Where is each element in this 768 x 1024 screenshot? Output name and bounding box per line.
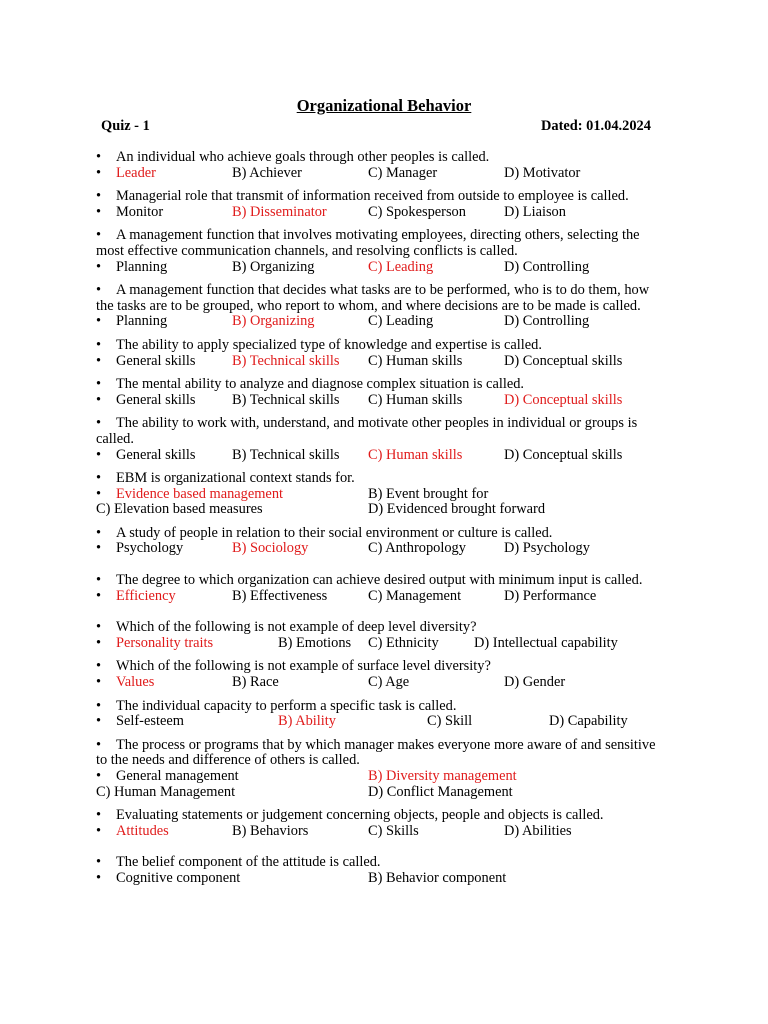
date-label: Dated: 01.04.2024	[541, 118, 651, 134]
answer-option: B) Technical skills	[232, 391, 340, 408]
question-item	[96, 150, 668, 181]
question-text: • The ability to work with, understand, and motivate other peoples in individual or groups is called.	[96, 415, 638, 447]
question-item	[96, 620, 668, 651]
options-row	[96, 314, 668, 330]
answer-option: D) Psychology	[504, 540, 590, 557]
answer-option: D) Capability	[549, 713, 628, 730]
answer-option: B) Event brought for	[368, 485, 489, 502]
correct-answer-option: B) Ability	[278, 713, 336, 730]
bullet-icon: •	[96, 282, 102, 299]
options-row	[96, 260, 668, 276]
bullet-icon: •	[96, 587, 102, 604]
answer-option: Planning	[116, 258, 168, 275]
answer-option: Planning	[116, 313, 168, 330]
options-row	[96, 785, 668, 801]
answer-option: B) Behaviors	[232, 822, 309, 839]
bullet-icon: •	[96, 164, 102, 181]
options-row	[96, 487, 668, 503]
answer-option: D) Gender	[504, 674, 566, 691]
answer-option: D) Conceptual skills	[504, 352, 623, 369]
question-item	[96, 338, 668, 369]
question-text: • The ability to apply specialized type of knowledge and expertise is called.	[96, 336, 542, 353]
bullet-icon: •	[96, 149, 102, 165]
bullet-icon: •	[96, 713, 102, 730]
quiz-label: Quiz - 1	[101, 118, 150, 134]
answer-option: C) Manager	[368, 164, 438, 181]
question-list	[96, 150, 668, 895]
answer-option: General skills	[116, 446, 196, 463]
correct-answer-option: B) Disseminator	[232, 203, 327, 220]
answer-option: General management	[116, 768, 239, 784]
options-row	[96, 589, 668, 605]
correct-answer-option: Efficiency	[116, 587, 176, 604]
answer-option: Psychology	[116, 540, 184, 557]
answer-option: D) Intellectual capability	[474, 634, 618, 651]
answer-option: C) Leading	[368, 313, 434, 330]
bullet-icon: •	[96, 869, 102, 886]
options-row	[96, 636, 668, 652]
answer-option: Self-esteem	[116, 713, 184, 730]
question-text: • EBM is organizational context stands for.	[96, 470, 355, 487]
options-row	[96, 448, 668, 464]
answer-option: C) Elevation based measures	[96, 501, 263, 518]
bullet-icon: •	[96, 446, 102, 463]
answer-option: General skills	[116, 391, 196, 408]
answer-option: C) Anthropology	[368, 540, 466, 557]
answer-option: General skills	[116, 352, 196, 369]
correct-answer-option: C) Leading	[368, 258, 434, 275]
question-text: • The mental ability to analyze and diagnose complex situation is called.	[96, 376, 525, 393]
answer-option: C) Ethnicity	[368, 634, 439, 651]
bullet-icon: •	[96, 336, 102, 353]
answer-option: D) Conflict Management	[368, 783, 513, 800]
answer-option: D) Evidenced brought forward	[368, 501, 546, 518]
options-row	[96, 354, 668, 370]
options-row	[96, 205, 668, 221]
bullet-icon: •	[96, 376, 102, 393]
correct-answer-option: B) Technical skills	[232, 352, 340, 369]
answer-option: C) Human Management	[96, 783, 236, 800]
bullet-icon: •	[96, 854, 102, 871]
answer-option: D) Controlling	[504, 313, 590, 330]
bullet-icon: •	[96, 634, 102, 651]
bullet-icon: •	[96, 697, 102, 714]
answer-option: C) Human skills	[368, 352, 463, 369]
answer-option: B) Race	[232, 674, 279, 691]
correct-answer-option: Attitudes	[116, 822, 169, 839]
question-text: • Managerial role that transmit of information received from outside to employee is called.	[96, 188, 629, 205]
bullet-icon: •	[96, 313, 102, 330]
bullet-icon: •	[96, 227, 102, 244]
correct-answer-option: B) Diversity management	[368, 768, 517, 784]
answer-option: D) Conceptual skills	[504, 446, 623, 463]
options-row	[96, 541, 668, 557]
answer-option: B) Organizing	[232, 258, 315, 275]
bullet-icon: •	[96, 822, 102, 839]
bullet-icon: •	[96, 258, 102, 275]
answer-option: D) Motivator	[504, 164, 581, 181]
options-row	[96, 393, 668, 409]
question-item	[96, 573, 668, 604]
question-item	[96, 699, 668, 730]
question-item	[96, 659, 668, 690]
question-item	[96, 808, 668, 839]
options-row	[96, 871, 668, 887]
answer-option: D) Liaison	[504, 203, 566, 220]
question-text: • An individual who achieve goals through other peoples is called.	[96, 149, 490, 165]
options-row	[96, 675, 668, 691]
question-text: • A management function that involves motivating employees, directing others, selecting the most effective communication channels, and resolving conflicts is called.	[96, 227, 640, 259]
bullet-icon: •	[96, 203, 102, 220]
question-text: • A management function that decides what tasks are to be performed, who is to do them, how the tasks are to be grouped, who report to whom, and where decisions are to be made is called.	[96, 282, 650, 314]
correct-answer-option: C) Human skills	[368, 446, 463, 463]
question-item	[96, 471, 668, 518]
answer-option: B) Emotions	[278, 634, 352, 651]
bullet-icon: •	[96, 572, 102, 589]
question-item	[96, 738, 668, 800]
answer-option: B) Behavior component	[368, 869, 507, 886]
answer-option: B) Effectiveness	[232, 587, 328, 604]
question-text: • Which of the following is not example of deep level diversity?	[96, 619, 477, 636]
answer-option: C) Human skills	[368, 391, 463, 408]
correct-answer-option: Leader	[116, 164, 156, 181]
correct-answer-option: Values	[116, 674, 155, 691]
question-text: • A study of people in relation to their social environment or culture is called.	[96, 524, 553, 541]
bullet-icon: •	[96, 736, 102, 753]
question-text: • Which of the following is not example of surface level diversity?	[96, 658, 491, 675]
options-row	[96, 714, 668, 730]
answer-option: D) Performance	[504, 587, 597, 604]
correct-answer-option: B) Sociology	[232, 540, 309, 557]
correct-answer-option: Personality traits	[116, 634, 214, 651]
question-text: • Evaluating statements or judgement concerning objects, people and objects is called.	[96, 807, 604, 824]
bullet-icon: •	[96, 524, 102, 541]
question-item	[96, 189, 668, 220]
question-item	[96, 416, 668, 463]
page-title: Organizational Behavior	[296, 96, 472, 115]
answer-option: C) Management	[368, 587, 462, 604]
answer-option: D) Controlling	[504, 258, 590, 275]
options-row	[96, 824, 668, 840]
options-row	[96, 502, 668, 518]
answer-option: B) Achiever	[232, 164, 302, 181]
bullet-icon: •	[96, 352, 102, 369]
question-text: • The individual capacity to perform a specific task is called.	[96, 697, 457, 714]
bullet-icon: •	[96, 188, 102, 205]
question-text: • The belief component of the attitude is called.	[96, 854, 381, 871]
correct-answer-option: Evidence based management	[116, 485, 284, 502]
options-row	[96, 769, 668, 785]
bullet-icon: •	[96, 470, 102, 487]
answer-option: B) Technical skills	[232, 446, 340, 463]
answer-option: C) Age	[368, 674, 410, 691]
bullet-icon: •	[96, 391, 102, 408]
answer-option: C) Spokesperson	[368, 203, 466, 220]
bullet-icon: •	[96, 674, 102, 691]
answer-option: D) Abilities	[504, 822, 572, 839]
answer-option: Cognitive component	[116, 869, 241, 886]
options-row	[96, 166, 668, 182]
question-item	[96, 228, 668, 275]
question-item	[96, 377, 668, 408]
bullet-icon: •	[96, 415, 102, 432]
correct-answer-option: D) Conceptual skills	[504, 391, 623, 408]
question-item	[96, 855, 668, 886]
answer-option: C) Skills	[368, 822, 419, 839]
bullet-icon: •	[96, 619, 102, 636]
question-item	[96, 283, 668, 330]
correct-answer-option: B) Organizing	[232, 313, 315, 330]
bullet-icon: •	[96, 485, 102, 502]
question-text: • The degree to which organization can achieve desired output with minimum input is called.	[96, 572, 643, 589]
bullet-icon: •	[96, 658, 102, 675]
question-text: • The process or programs that by which manager makes everyone more aware of and sensitive to the needs and difference of others is called.	[96, 736, 656, 769]
answer-option: Monitor	[116, 203, 164, 220]
question-item	[96, 526, 668, 557]
bullet-icon: •	[96, 540, 102, 557]
bullet-icon: •	[96, 807, 102, 824]
bullet-icon: •	[96, 768, 102, 784]
answer-option: C) Skill	[427, 713, 473, 730]
